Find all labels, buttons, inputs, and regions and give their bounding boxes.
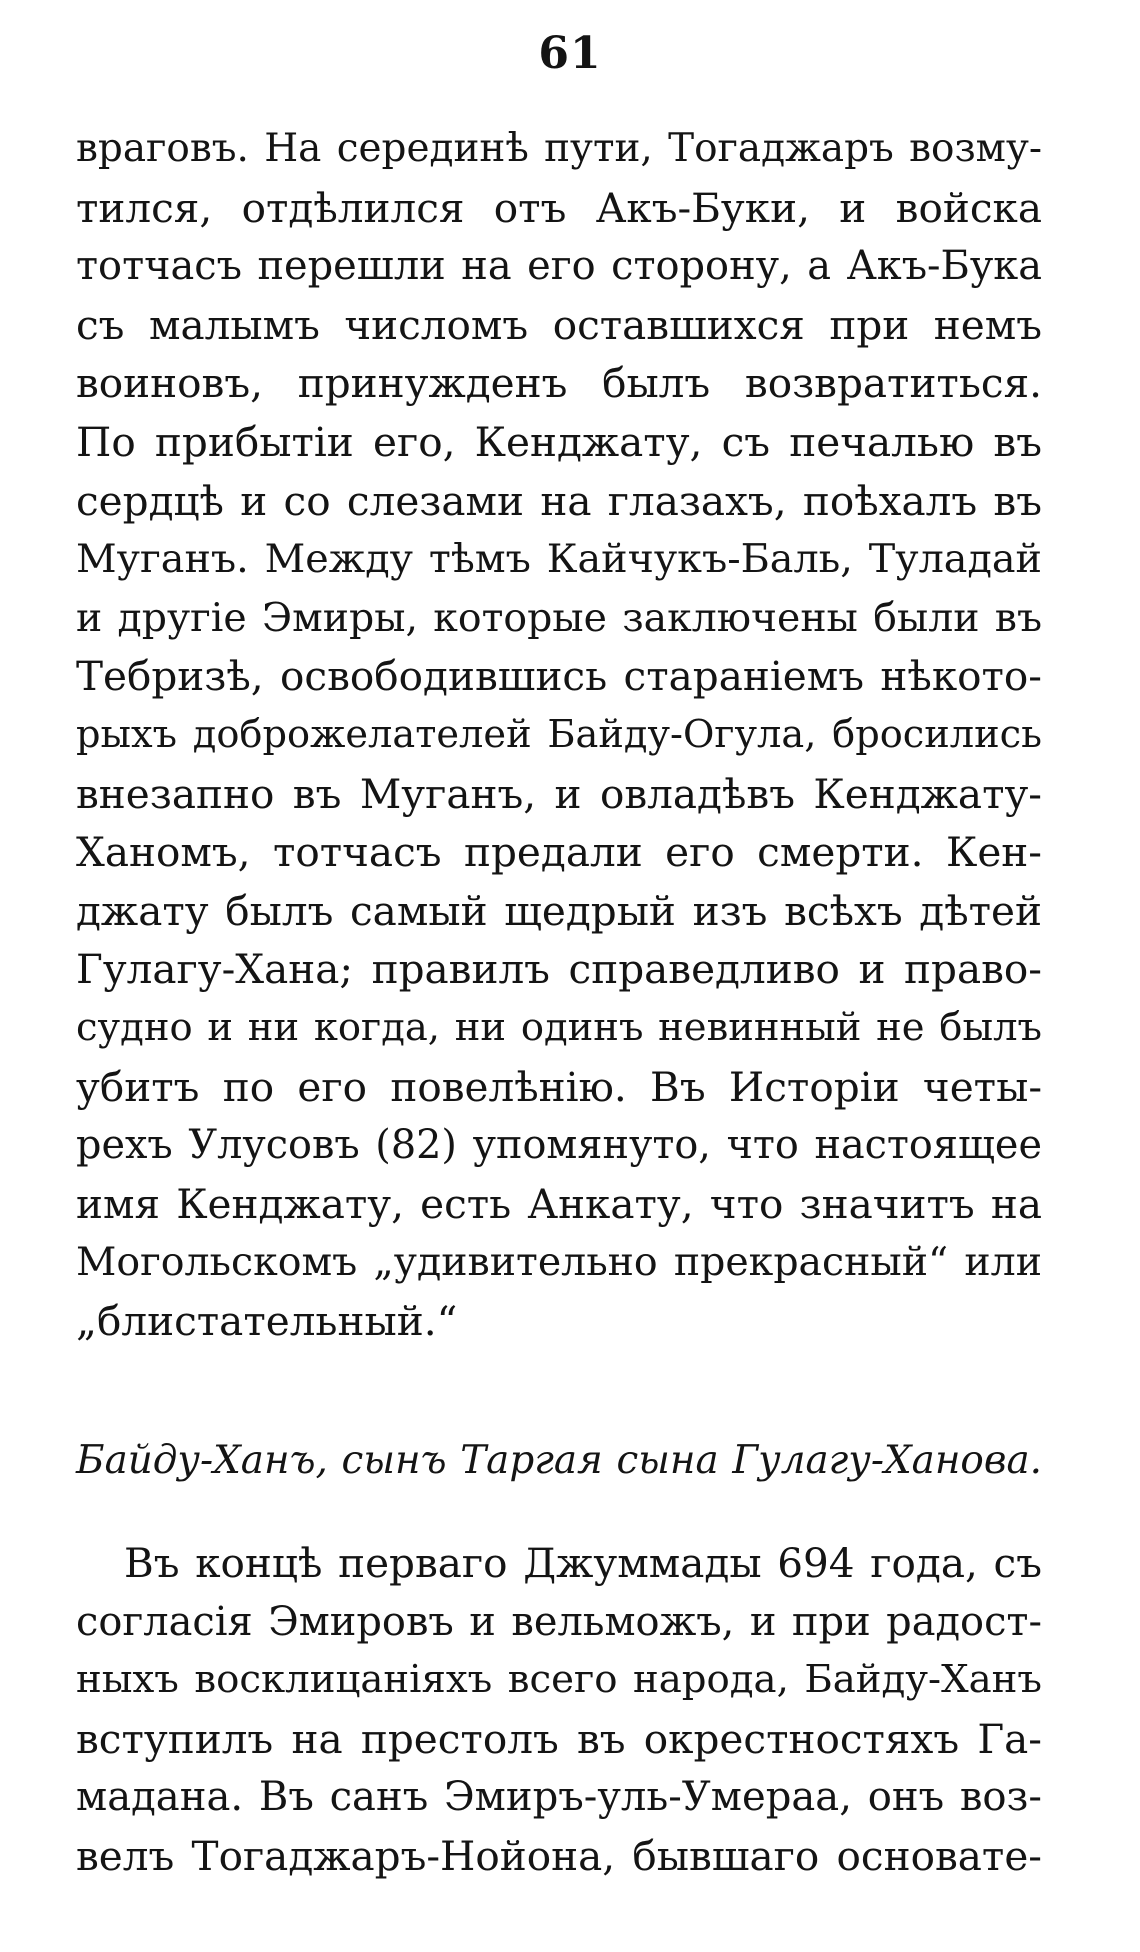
text-line: Въ концѣ перваго Джуммады 694 года, съ xyxy=(124,1539,1042,1587)
text-line: Гулагу-Хана; правилъ справедливо и право- xyxy=(76,945,1042,994)
text-line: ныхъ восклицаніяхъ всего народа, Байду-Ханъ xyxy=(76,1657,1042,1703)
text-line: съ малымъ числомъ оставшихся при немъ xyxy=(76,300,1042,349)
text-line: вступилъ на престолъ въ окрестностяхъ Га- xyxy=(76,1714,1042,1763)
text-line: убитъ по его повелѣнію. Въ Исторіи четы- xyxy=(76,1062,1042,1111)
page-number: 61 xyxy=(538,28,602,79)
text-line: рехъ Улусовъ (82) упомянуто, что настоящее xyxy=(76,1122,1042,1169)
main-paragraph xyxy=(76,120,1042,1350)
text-line: Тебризѣ, освободившись стараніемъ нѣкото- xyxy=(76,652,1042,701)
text-line: сердцѣ и со слезами на глазахъ, поѣхалъ въ xyxy=(76,476,1042,525)
text-line: согласія Эмировъ и вельможъ, и при радост- xyxy=(76,1598,1042,1645)
text-line: судно и ни когда, ни одинъ невинный не былъ xyxy=(76,1004,1042,1050)
second-paragraph xyxy=(76,1534,1042,1886)
text-line: враговъ. На серединѣ пути, Тогаджаръ возму- xyxy=(76,126,1042,171)
text-line: велъ Тогаджаръ-Нойона, бывшаго основате- xyxy=(76,1831,1042,1880)
text-line: тотчасъ перешли на его сторону, а Акъ-Бука xyxy=(76,243,1042,290)
text-line: Ханомъ, тотчасъ предали его смерти. Кен- xyxy=(76,828,1042,877)
text-line: мадана. Въ санъ Эмиръ-уль-Умераа, онъ воз- xyxy=(76,1774,1042,1821)
text-line: и другіе Эмиры, которые заключены были въ xyxy=(76,594,1042,641)
text-line: тился, отдѣлился отъ Акъ-Буки, и войска xyxy=(76,183,1042,232)
text-line: По прибытіи его, Кенджату, съ печалью въ xyxy=(76,417,1042,466)
text-line: Муганъ. Между тѣмъ Кайчукъ-Баль, Туладай xyxy=(76,536,1042,583)
text-line: внезапно въ Муганъ, и овладѣвъ Кенджату- xyxy=(76,769,1042,818)
section-heading: Байду-Ханъ, сынъ Таргая сына Гулагу-Ханова. xyxy=(76,1438,1042,1483)
text-line: Могольскомъ „удивительно прекрасный“ или xyxy=(76,1239,1042,1286)
text-line: „блистательный.“ xyxy=(76,1296,458,1345)
text-line: воиновъ, принужденъ былъ возвратиться. xyxy=(76,359,1042,408)
text-line: имя Кенджату, есть Анкату, что значитъ на xyxy=(76,1179,1042,1228)
text-line: рыхъ доброжелателей Байду-Огула, бросились xyxy=(76,711,1042,757)
text-line: джату былъ самый щедрый изъ всѣхъ дѣтей xyxy=(76,886,1042,935)
